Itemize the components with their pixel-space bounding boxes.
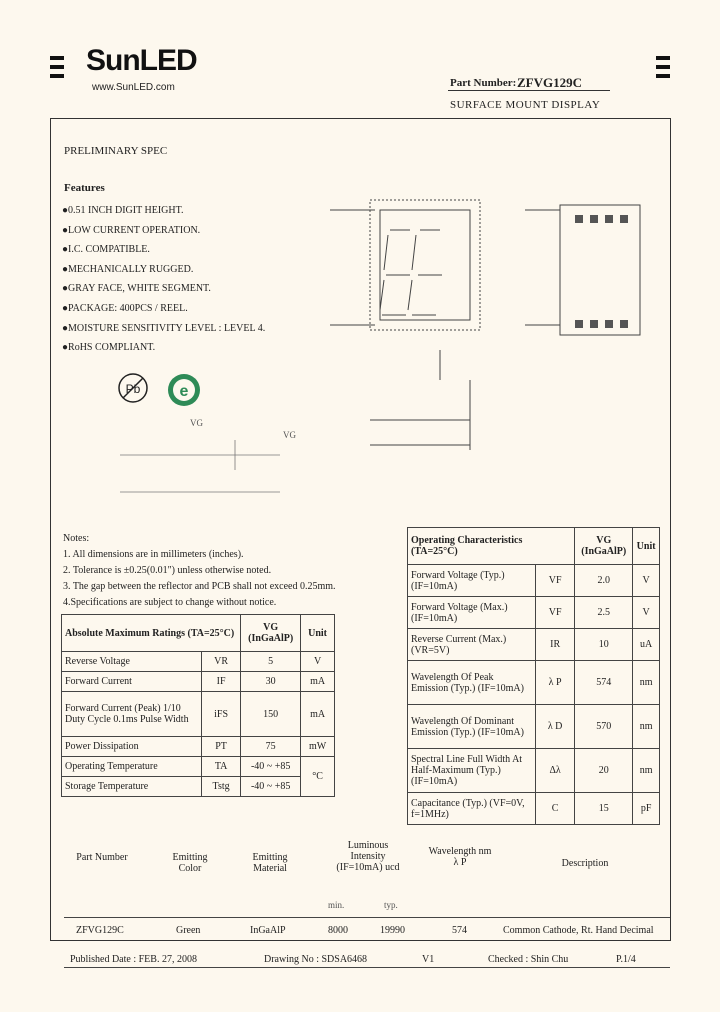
table-cell: pF xyxy=(633,793,660,825)
table-cell: VR xyxy=(202,652,241,672)
version: V1 xyxy=(422,954,435,965)
op-char-unit-header: Unit xyxy=(633,528,660,565)
package-dimension-drawing xyxy=(320,150,660,455)
features-list xyxy=(62,201,265,358)
table-cell: Δλ xyxy=(536,749,575,793)
spec-status: PRELIMINARY SPEC xyxy=(64,145,168,157)
table-cell: Forward Current xyxy=(62,672,202,692)
feature-item: ●PACKAGE: 400PCS / REEL. xyxy=(62,302,188,314)
table-cell: mA xyxy=(301,692,335,737)
footer-underline xyxy=(64,967,670,968)
checked-by: Checked : Shin Chu xyxy=(488,954,569,965)
table-cell: 574 xyxy=(575,661,633,705)
table-cell: Capacitance (Typ.) (VF=0V, f=1MHz) xyxy=(408,793,536,825)
note-item: 1. All dimensions are in millimeters (inches). xyxy=(63,549,244,560)
part-row-wavelength: 574 xyxy=(452,925,467,936)
table-cell: Power Dissipation xyxy=(62,737,202,757)
intensity-min-subheader: min. xyxy=(328,900,345,910)
description-column-header: Description xyxy=(561,858,609,869)
note-item: 2. Tolerance is ±0.25(0.01") unless otherwise noted. xyxy=(63,565,272,576)
table-cell: 570 xyxy=(575,705,633,749)
op-char-vg-header: VG (InGaAlP) xyxy=(575,528,633,565)
table-cell: C xyxy=(536,793,575,825)
table-cell: Reverse Current (Max.) (VR=5V) xyxy=(408,629,536,661)
intensity-typ-subheader: typ. xyxy=(384,900,398,910)
left-bars-decoration xyxy=(50,56,64,83)
table-cell: V xyxy=(633,597,660,629)
e-text: e xyxy=(179,383,189,400)
table-cell: 15 xyxy=(575,793,633,825)
feature-item: ●MOISTURE SENSITIVITY LEVEL : LEVEL 4. xyxy=(62,322,266,334)
feature-item: ●I.C. COMPATIBLE. xyxy=(62,244,150,256)
table-cell: -40 ~ +85 xyxy=(241,777,301,797)
notes-section xyxy=(63,531,336,611)
circuit-label-vg-right: VG xyxy=(283,430,296,440)
part-row-intensity-typ: 19990 xyxy=(380,925,405,936)
right-bars-decoration xyxy=(656,56,670,83)
table-cell: Forward Voltage (Typ.) (IF=10mA) xyxy=(408,565,536,597)
table-cell: Operating Temperature xyxy=(62,757,202,777)
table-cell: λ D xyxy=(536,705,575,749)
circuit-diagram xyxy=(110,420,310,505)
table-cell: Reverse Voltage xyxy=(62,652,202,672)
notes-title: Notes: xyxy=(63,533,90,544)
table-cell: PT xyxy=(202,737,241,757)
feature-item: ●GRAY FACE, WHITE SEGMENT. xyxy=(62,283,211,295)
table-cell: V xyxy=(633,565,660,597)
published-date: Published Date : FEB. 27, 2008 xyxy=(70,954,197,965)
table-cell: Spectral Line Full Width At Half-Maximum (Typ.) (IF=10mA) xyxy=(408,749,536,793)
drawing-number: Drawing No : SDSA6468 xyxy=(264,954,368,965)
table-cell: 30 xyxy=(241,672,301,692)
part-row-color: Green xyxy=(176,925,201,936)
table-cell: Forward Voltage (Max.) (IF=10mA) xyxy=(408,597,536,629)
table-cell: nm xyxy=(633,661,660,705)
rohs-e-icon xyxy=(166,372,202,413)
table-cell: mW xyxy=(301,737,335,757)
table-cell: 2.0 xyxy=(575,565,633,597)
part-row-description: Common Cathode, Rt. Hand Decimal xyxy=(503,925,654,936)
part-number-label: Part Number: xyxy=(450,77,517,89)
pb-text: Pb xyxy=(125,382,141,396)
feature-item: ●MECHANICALLY RUGGED. xyxy=(62,263,194,275)
table-cell: Tstg xyxy=(202,777,241,797)
luminous-intensity-column-header: Luminous Intensity (IF=10mA) ucd xyxy=(336,840,400,873)
absolute-max-ratings-table xyxy=(61,614,335,797)
note-item: 4.Specifications are subject to change without notice. xyxy=(63,597,277,608)
table-cell: iFS xyxy=(202,692,241,737)
table-cell: nm xyxy=(633,749,660,793)
table-cell: uA xyxy=(633,629,660,661)
page-number: P.1/4 xyxy=(616,954,636,965)
table-cell: nm xyxy=(633,705,660,749)
table-cell: λ P xyxy=(536,661,575,705)
table-cell: VF xyxy=(536,597,575,629)
table-cell: V xyxy=(301,652,335,672)
table-cell: Storage Temperature xyxy=(62,777,202,797)
website-url[interactable]: www.SunLED.com xyxy=(92,82,175,93)
table-cell: 75 xyxy=(241,737,301,757)
table-cell: 2.5 xyxy=(575,597,633,629)
table-cell: Wavelength Of Peak Emission (Typ.) (IF=10mA) xyxy=(408,661,536,705)
part-number-column-header: Part Number xyxy=(76,852,128,863)
wavelength-column-header: Wavelength nm λ P xyxy=(428,846,492,868)
table-cell: °C xyxy=(301,757,335,797)
abs-max-unit-header: Unit xyxy=(301,615,335,652)
sunled-logo: SunLED xyxy=(86,44,197,77)
feature-item: ●LOW CURRENT OPERATION. xyxy=(62,224,201,236)
table-cell: VF xyxy=(536,565,575,597)
part-number-value: ZFVG129C xyxy=(517,75,582,90)
part-row-part-number: ZFVG129C xyxy=(76,925,124,936)
table-cell: -40 ~ +85 xyxy=(241,757,301,777)
part-number-underline xyxy=(448,90,610,91)
operating-characteristics-table xyxy=(407,527,660,825)
part-row-material: InGaAlP xyxy=(250,925,286,936)
table-cell: 20 xyxy=(575,749,633,793)
table-cell: TA xyxy=(202,757,241,777)
pb-free-icon xyxy=(116,371,150,410)
emitting-color-column-header: Emitting Color xyxy=(172,852,208,874)
abs-max-header: Absolute Maximum Ratings (TA=25°C) xyxy=(62,615,241,652)
table-cell: Forward Current (Peak) 1/10 Duty Cycle 0.1ms Pulse Width xyxy=(62,692,202,737)
part-table-divider xyxy=(64,917,670,918)
table-cell: mA xyxy=(301,672,335,692)
op-char-header: Operating Characteristics (TA=25°C) xyxy=(408,528,575,565)
feature-item: ●0.51 INCH DIGIT HEIGHT. xyxy=(62,205,184,216)
part-row-intensity-min: 8000 xyxy=(328,925,348,936)
features-title: Features xyxy=(64,182,105,194)
note-item: 3. The gap between the reflector and PCB shall not exceed 0.25mm. xyxy=(63,581,336,592)
table-cell: 10 xyxy=(575,629,633,661)
table-cell: 5 xyxy=(241,652,301,672)
table-cell: IF xyxy=(202,672,241,692)
circuit-label-vg: VG xyxy=(190,418,203,428)
feature-item: ●RoHS COMPLIANT. xyxy=(62,342,156,354)
table-cell: Wavelength Of Dominant Emission (Typ.) (IF=10mA) xyxy=(408,705,536,749)
table-cell: 150 xyxy=(241,692,301,737)
product-subtitle: SURFACE MOUNT DISPLAY xyxy=(450,99,601,111)
abs-max-vg-header: VG (InGaAlP) xyxy=(241,615,301,652)
table-cell: IR xyxy=(536,629,575,661)
emitting-material-column-header: Emitting Material xyxy=(252,852,288,874)
